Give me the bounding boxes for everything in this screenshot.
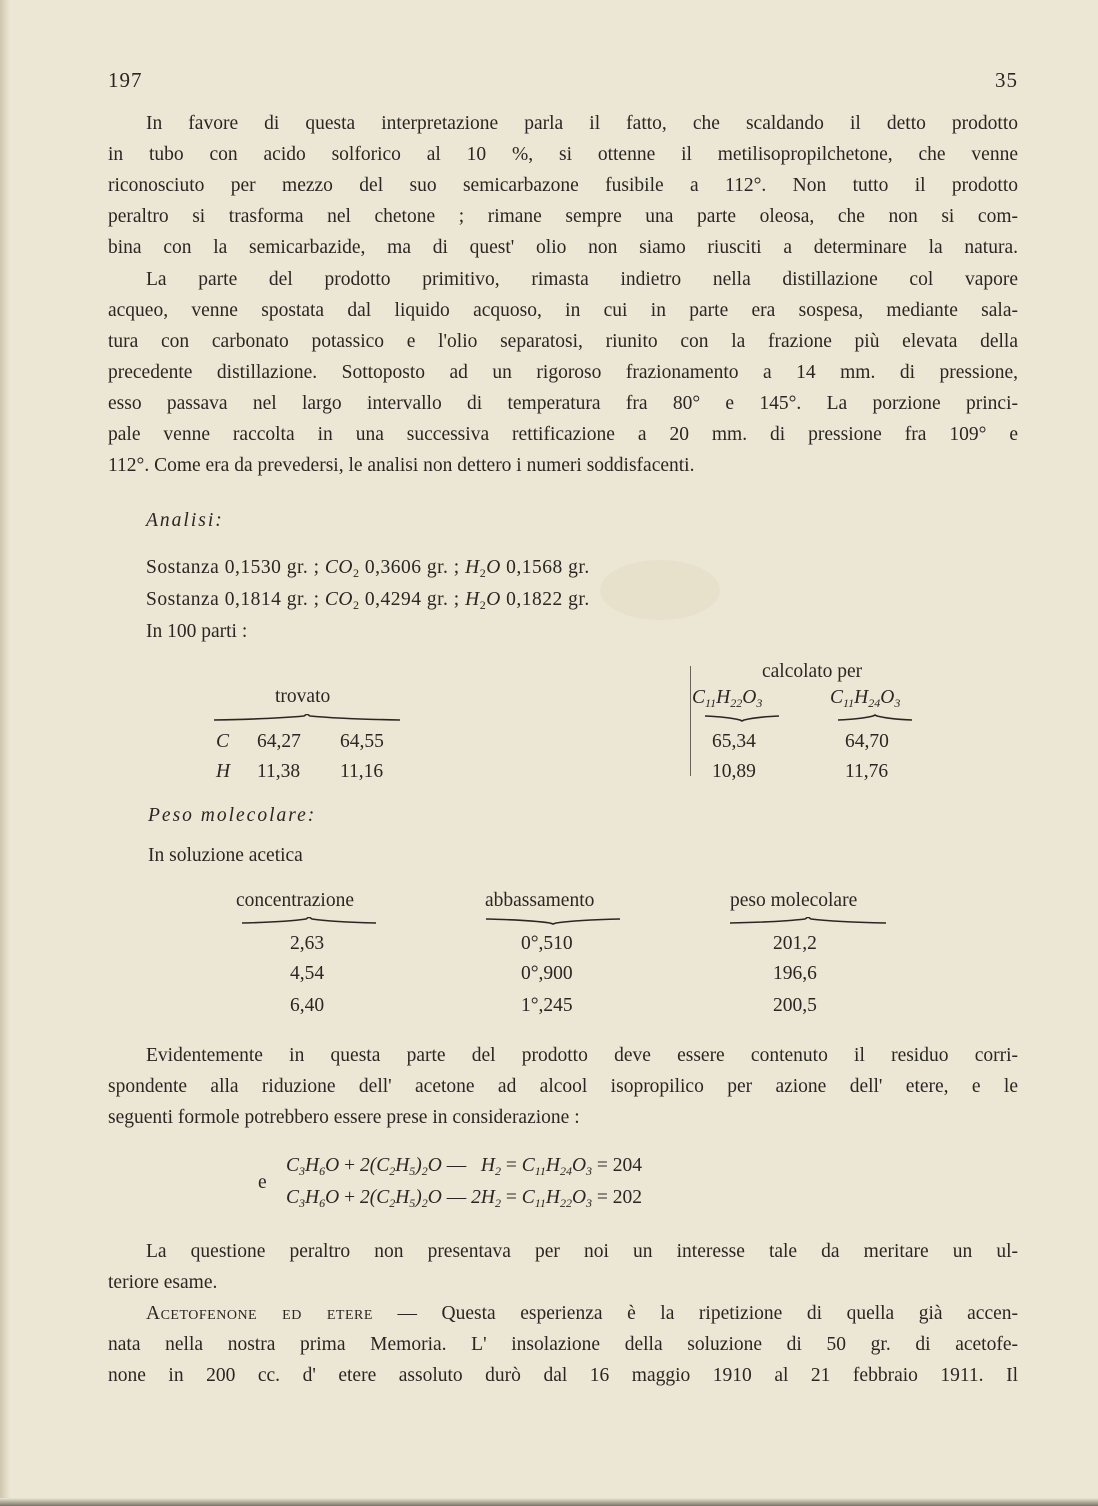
page-number-right: 35 bbox=[995, 68, 1018, 92]
brace-trovato bbox=[212, 714, 402, 720]
text-line: La parte del prodotto primitivo, rimasta indietro nella distillazione col vapore bbox=[146, 269, 1018, 290]
text-line: pale venne raccolta in una successiva rettificazione a 20 mm. di pressione fra 109° e bbox=[108, 424, 1018, 445]
text-line: nata nella nostra prima Memoria. L' insolazione della soluzione di 50 gr. di acetofe- bbox=[108, 1334, 1018, 1355]
sample-weight: Sostanza 0,1530 gr. ; bbox=[146, 557, 320, 578]
analisi-line-2 bbox=[146, 588, 590, 612]
text-line: spondente alla riduzione dell' acetone ad alcool isopropilico per azione dell' etere, e le bbox=[108, 1076, 1018, 1097]
text-line: bina con la semicarbazide, ma di quest' olio non siamo riusciti a determinare la natura. bbox=[108, 237, 1018, 258]
found-header: trovato bbox=[275, 686, 331, 707]
conc-row-1: 2,63 bbox=[290, 933, 325, 954]
text-line: La questione peraltro non presentava per noi un interesse tale da meritare un ul- bbox=[146, 1241, 1018, 1262]
brace-calc-b bbox=[836, 714, 914, 720]
conc-row-3: 6,40 bbox=[290, 995, 325, 1016]
paragraph-3 bbox=[108, 1040, 1018, 1133]
fb-c-sub: 11 bbox=[843, 696, 855, 710]
calc-header: calcolato per bbox=[762, 661, 863, 682]
abb-row-3: 1°,245 bbox=[521, 995, 573, 1016]
h2o-subscript: 2 bbox=[479, 566, 487, 580]
header-peso-molecolare: peso molecolare bbox=[730, 890, 858, 911]
section-title-acetofenone: Acetofenone ed etere bbox=[146, 1303, 373, 1324]
text-line: acqueo, venne spostata dal liquido acquoso, in cui in parte era sospesa, mediante sala- bbox=[108, 300, 1018, 321]
formula-line-1: $C_3H_6O + 2(C_2H_5)_2O$ — $H_2 = C_{11}H_{24}O_3 = 204$ bbox=[286, 1155, 643, 1178]
fb-h-sub: 24 bbox=[868, 696, 881, 710]
page-bottom-edge bbox=[0, 1498, 1098, 1506]
paragraph-4 bbox=[108, 1236, 1018, 1298]
h2o-o: O bbox=[486, 557, 501, 578]
row-c-found-1: 64,27 bbox=[257, 731, 301, 752]
text-line: in tubo con acido solforico al 10 %, si ottenne il metilisopropilchetone, che venne bbox=[108, 144, 1018, 165]
column-divider bbox=[690, 666, 692, 776]
fa-h-sub: 22 bbox=[730, 696, 743, 710]
sample-weight: Sostanza 0,1814 gr. ; bbox=[146, 589, 320, 610]
h2o-value: 0,1822 gr. bbox=[506, 589, 590, 610]
text-line: In favore di questa interpretazione parla il fatto, che scaldando il detto prodotto bbox=[146, 113, 1018, 134]
page-left-shadow bbox=[0, 0, 10, 1506]
paper-stain bbox=[600, 560, 720, 620]
text-line: riconosciuto per mezzo del suo semicarbazone fusibile a 112°. Non tutto il prodotto bbox=[108, 175, 1018, 196]
brace-calc-a bbox=[703, 714, 781, 720]
header-abbassamento: abbassamento bbox=[485, 890, 595, 911]
formula-c11h24o3 bbox=[830, 686, 900, 710]
text-line: esso passava nel largo intervallo di temperatura fra 80° e 145°. La porzione princi- bbox=[108, 393, 1018, 414]
co2-subscript: 2 bbox=[353, 598, 360, 612]
h2o-label: H bbox=[465, 557, 480, 578]
paragraph-5 bbox=[108, 1298, 1018, 1391]
text-line: none in 200 cc. d' etere assoluto durò dal 16 maggio 1910 al 21 febbraio 1911. Il bbox=[108, 1365, 1018, 1386]
fa-o: O bbox=[742, 687, 757, 708]
co2-label: CO bbox=[324, 589, 353, 610]
analisi-line-1 bbox=[146, 556, 590, 580]
peso-heading: Peso molecolare: bbox=[148, 805, 317, 826]
peso-row-3: 200,5 bbox=[773, 995, 817, 1016]
row-h-found-2: 11,16 bbox=[340, 761, 384, 782]
fb-c: C bbox=[830, 687, 844, 708]
fa-h: H bbox=[716, 687, 731, 708]
text-line: tura con carbonato potassico e l'olio separatosi, riunito con la frazione più elevata della bbox=[108, 331, 1018, 352]
row-c-calc-2: 64,70 bbox=[845, 731, 889, 752]
header-concentrazione: concentrazione bbox=[236, 890, 355, 911]
peso-row-1: 201,2 bbox=[773, 933, 817, 954]
row-c-found-2: 64,55 bbox=[340, 731, 384, 752]
brace-concentrazione bbox=[240, 917, 378, 923]
brace-abbassamento bbox=[484, 917, 622, 923]
row-c-calc-1: 65,34 bbox=[712, 731, 756, 752]
formula-connector-e: e bbox=[258, 1172, 267, 1193]
text-line: 112°. Come era da prevedersi, le analisi non dettero i numeri soddisfacenti. bbox=[108, 455, 695, 476]
peso-row-2: 196,6 bbox=[773, 963, 817, 984]
formula-line-2: $C_3H_6O + 2(C_2H_5)_2O$ — $2H_2 = C_{11}H_{22}O_3 = 202$ bbox=[286, 1187, 643, 1210]
row-c-element: C bbox=[216, 731, 230, 752]
conc-row-2: 4,54 bbox=[290, 963, 325, 984]
analisi-heading: Analisi: bbox=[146, 510, 224, 531]
text-line: teriore esame. bbox=[108, 1272, 218, 1293]
formula-2-value: 202 bbox=[612, 1187, 643, 1208]
h2o-subscript: 2 bbox=[479, 598, 487, 612]
row-h-found-1: 11,38 bbox=[257, 761, 301, 782]
fb-h: H bbox=[854, 687, 869, 708]
fb-o-sub: 3 bbox=[894, 696, 901, 710]
text-line: peraltro si trasforma nel chetone ; rimane sempre una parte oleosa, che non si com- bbox=[108, 206, 1018, 227]
page-number-left: 197 bbox=[108, 68, 143, 92]
paragraph-2 bbox=[108, 264, 1018, 481]
text-line: precedente distillazione. Sottoposto ad un rigoroso frazionamento a 14 mm. di pressione, bbox=[108, 362, 1018, 383]
peso-subheading: In soluzione acetica bbox=[148, 845, 303, 866]
h2o-o: O bbox=[486, 589, 501, 610]
co2-label: CO bbox=[324, 557, 353, 578]
abb-row-1: 0°,510 bbox=[521, 933, 573, 954]
text-fragment: — Questa esperienza è la ripetizione di quella già accen- bbox=[397, 1303, 1019, 1324]
row-h-calc-2: 11,76 bbox=[845, 761, 889, 782]
h2o-value: 0,1568 gr. bbox=[506, 557, 590, 578]
paragraph-1 bbox=[108, 108, 1018, 263]
fa-o-sub: 3 bbox=[756, 696, 763, 710]
abb-row-2: 0°,900 bbox=[521, 963, 573, 984]
text-line: seguenti formole potrebbero essere prese in considerazione : bbox=[108, 1107, 580, 1128]
co2-value: 0,4294 gr. ; bbox=[364, 589, 460, 610]
row-h-calc-1: 10,89 bbox=[712, 761, 756, 782]
formula-1-value: 204 bbox=[612, 1155, 643, 1176]
brace-peso bbox=[728, 917, 888, 923]
fa-c-sub: 11 bbox=[705, 696, 717, 710]
text-line bbox=[108, 1298, 1018, 1329]
co2-value: 0,3606 gr. ; bbox=[364, 557, 460, 578]
row-h-element: H bbox=[216, 761, 231, 782]
text-line: Evidentemente in questa parte del prodotto deve essere contenuto il residuo corri- bbox=[146, 1045, 1018, 1066]
formula-c11h22o3 bbox=[692, 686, 762, 710]
h2o-label: H bbox=[465, 589, 480, 610]
analisi-line-3: In 100 parti : bbox=[146, 621, 248, 642]
co2-subscript: 2 bbox=[353, 566, 360, 580]
fa-c: C bbox=[692, 687, 706, 708]
fb-o: O bbox=[880, 687, 895, 708]
